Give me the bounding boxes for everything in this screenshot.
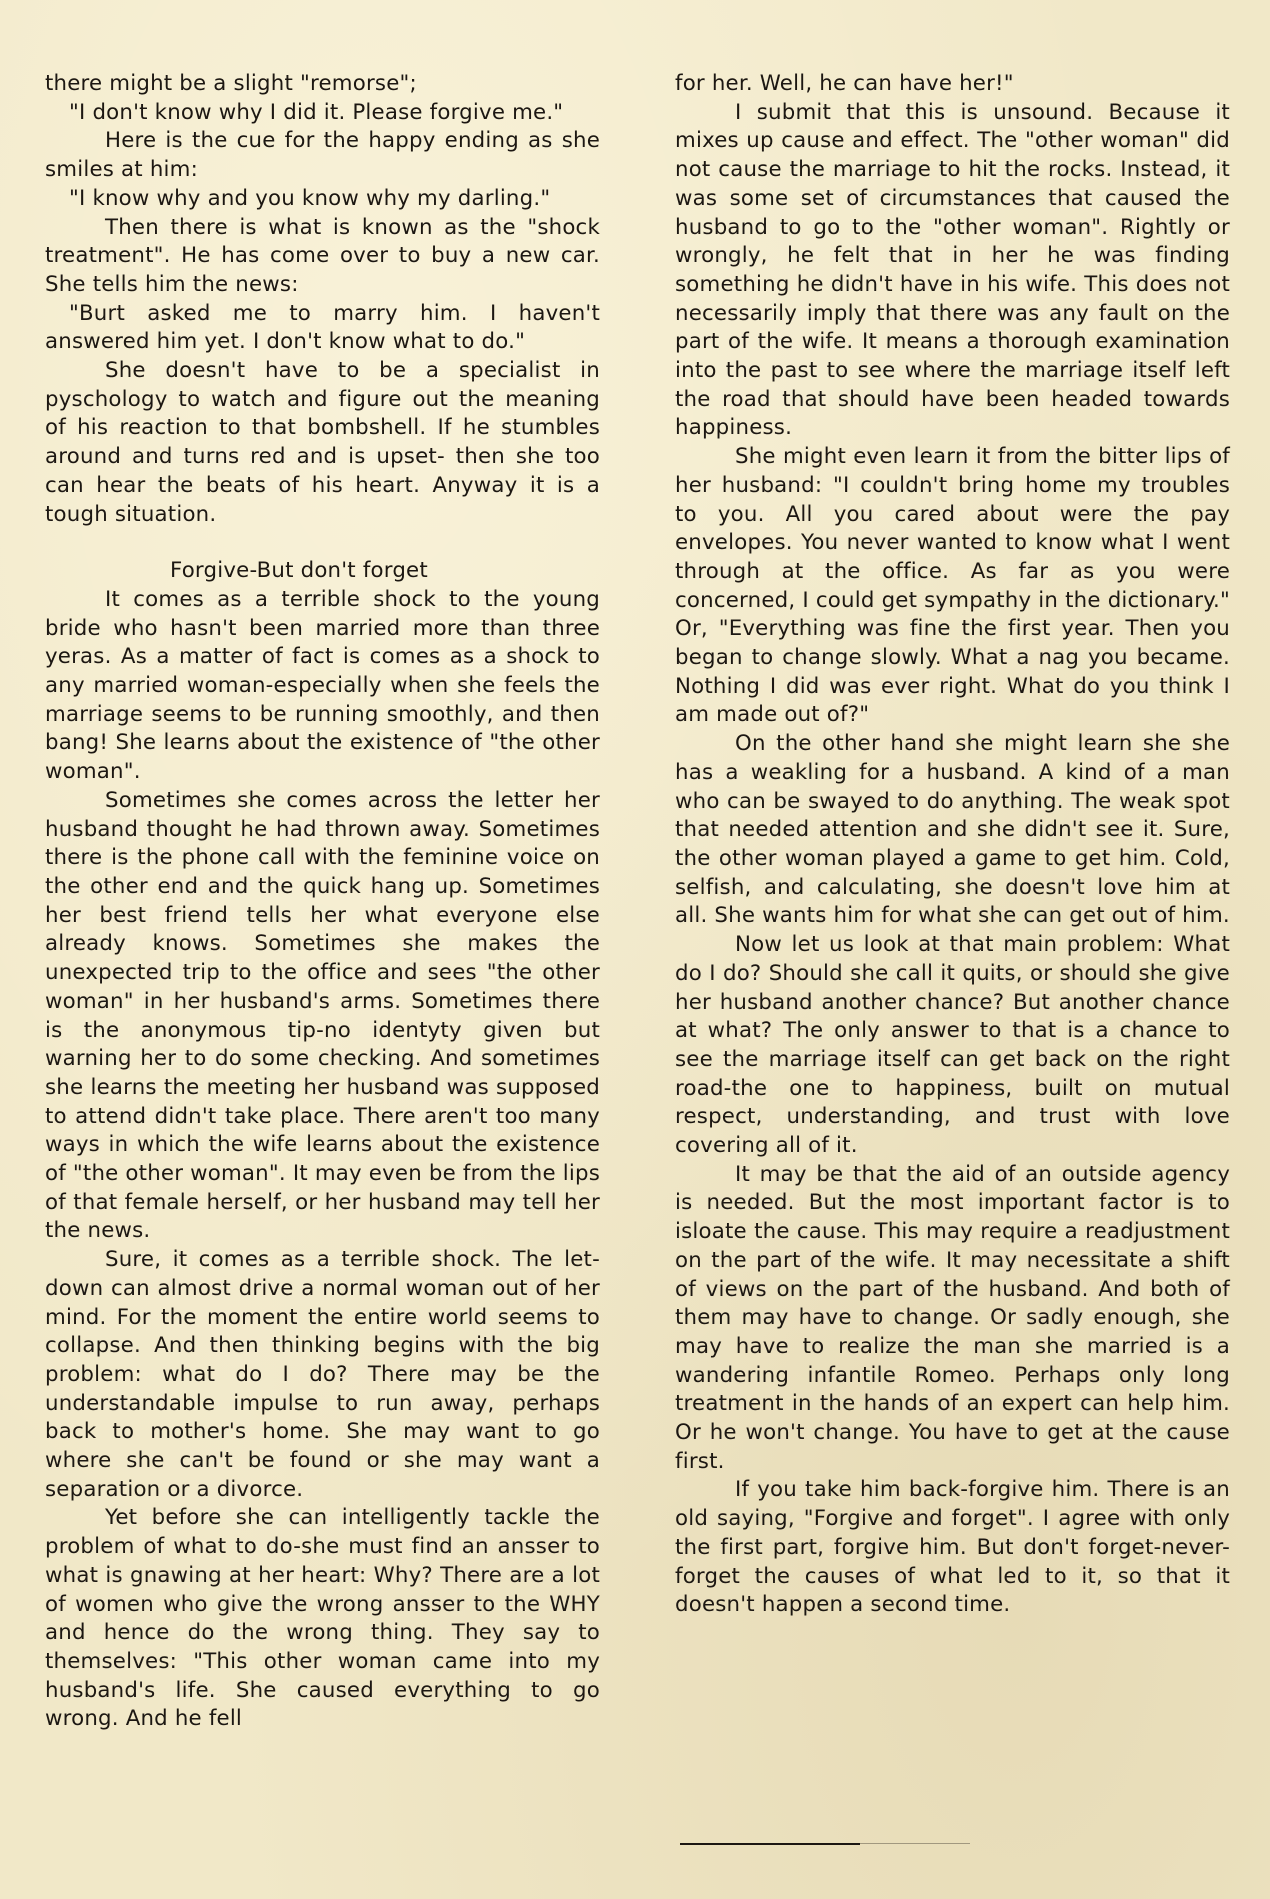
section-heading: Forgive-But don't forget <box>170 558 428 584</box>
right-column <box>675 70 1230 1620</box>
paragraph: Sure, it comes as a terrible shock. The let-down can almost drive a normal woman out of her mind. For the moment the entire world seems to collapse. And then thinking begins with the big problem: what do I do? There may be the understandable impulse to run away, perhaps back to mother's home. She may want to go where she can't be found or she may want a separation or a divorce. <box>45 1247 600 1502</box>
left-column <box>45 70 600 1734</box>
paragraph: Now let us look at that main problem: What do I do? Should she call it quits, or should she give her husband another chance? But another chance at what? The only answer to that is a chance to see the marriage itself can get back on the right road-the one to happiness, built on mutual respect, understanding, and trust with love covering all of it. <box>675 932 1230 1159</box>
quote-paragraph: "I know why and you know why my darling." <box>69 185 551 211</box>
paragraph: Yet before she can intelligently tackle the problem of what to do-she must find an ansser to what is gnawing at her heart: Why? There are a lot of women who give the wrong ansser to the WHY and hence do the wrong thing. They say to themselves: "This other woman came into my husband's life. She caused everything to go wrong. And he fell <box>45 1505 600 1732</box>
quote-paragraph: "Burt asked me to marry him. I haven't answered him yet. I don't know what to do." <box>45 300 600 355</box>
paragraph: I submit that this is unsound. Because it mixes up cause and effect. The "other woman" did not cause the marriage to hit the rocks. Instead, it was some set of circumstances that caused the husband to go to the "other woman". Rightly or wrongly, he felt that in her he was finding something he didn't have in his wife. This does not necessarily imply that there was any fault on the part of the wife. It means a thorough examination into the past to see where the marriage itself left the road that should have been headed towards happiness. <box>675 99 1230 441</box>
paragraph: If you take him back-forgive him. There is an old saying, "Forgive and forget". I agree with only the first part, forgive him. But don't forget-never-forget the causes of what led to it, so that it doesn't happen a second time. <box>675 1477 1230 1618</box>
paragraph: On the other hand she might learn she she has a weakling for a husband. A kind of a man who can be swayed to do anything. The weak spot that needed attention and she didn't see it. Sure, the other woman played a game to get him. Cold, selfish, and calculating, she doesn't love him at all. She wants him for what she can get out of him. <box>675 731 1230 929</box>
paragraph: She doesn't have to be a specialist in pyschology to watch and figure out the meaning of his reaction to that bombshell. If he stumbles around and turns red and is upset- then she too can hear the beats of his heart. Anyway it is a tough situation. <box>45 358 600 527</box>
paragraph: Sometimes she comes across the letter her husband thought he had thrown away. Sometimes there is the phone call with the feminine voice on the other end and the quick hang up. Sometimes her best friend tells her what everyone else already knows. Sometimes she makes the unexpected trip to the office and sees "the other woman" in her husband's arms. Sometimes there is the anonymous tip-no identyty given but warning her to do some checking. And sometimes she learns the meeting her husband was supposed to attend didn't take place. There aren't too many ways in which the wife learns about the existence of "the other woman". It may even be from the lips of that female herself, or her husband may tell her the news. <box>45 787 600 1244</box>
paragraph: It comes as a terrible shock to the young bride who hasn't been married more than three yeras. As a matter of fact is comes as a shock to any married woman-especially when she feels the marriage seems to be running smoothly, and then bang! She learns about the existence of "the other woman". <box>45 586 600 785</box>
paragraph: Then there is what is known as the "shock treatment". He has come over to buy a new car. She tells him the news: <box>45 214 600 297</box>
end-rule-fade <box>860 1843 970 1844</box>
paragraph: She might even learn it from the bitter lips of her husband: "I couldn't bring home my troubles to you. All you cared about were the pay envelopes. You never wanted to know what I went through at the office. As far as you were concerned, I could get sympathy in the dictionary." Or, "Everything was fine the first year. Then you began to change slowly. What a nag you became. Nothing I did was ever right. What do you think I am made out of?" <box>675 444 1230 728</box>
paragraph: It may be that the aid of an outside agency is needed. But the most important factor is to isloate the cause. This may require a readjustment on the part of the wife. It may necessitate a shift of views on the part of the husband. And both of them may have to change. Or sadly enough, she may have to realize the man she married is a wandering infantile Romeo. Perhaps only long treatment in the hands of an expert can help him. Or he won't change. You have to get at the cause first. <box>675 1161 1230 1474</box>
paragraph: for her. Well, he can have her!" <box>675 71 1014 96</box>
end-of-article-rule <box>680 1843 860 1845</box>
quote-paragraph: "I don't know why I did it. Please forgive me." <box>69 99 564 125</box>
paragraph: there might be a slight "remorse"; <box>45 71 417 96</box>
paragraph: Here is the cue for the happy ending as she smiles at him: <box>45 128 600 183</box>
